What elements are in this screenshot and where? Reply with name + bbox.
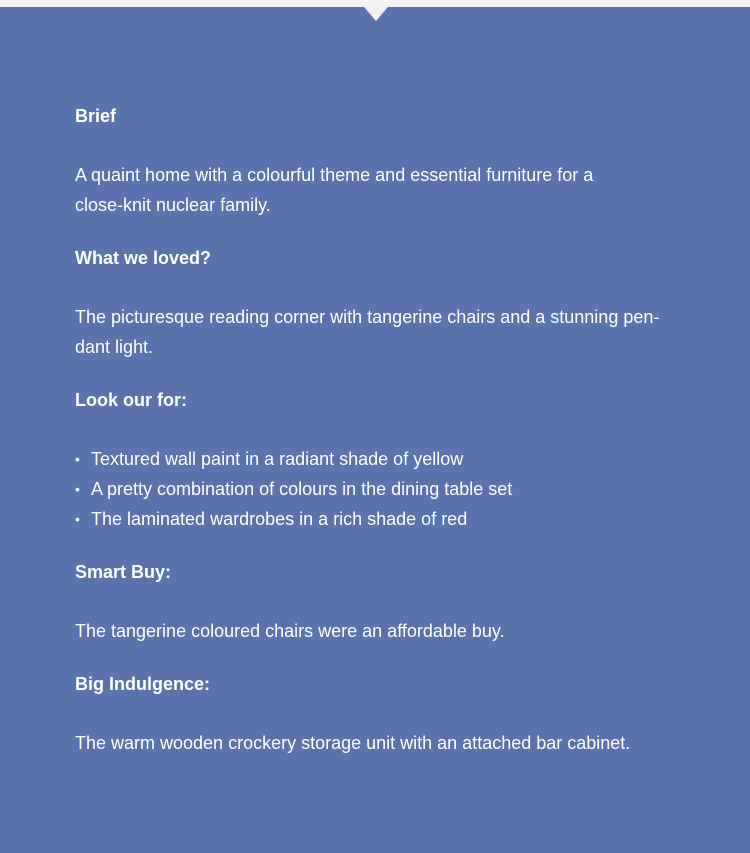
loved-text: [75, 302, 695, 362]
brief-heading: Brief: [75, 106, 117, 126]
indulgence-heading: Big Indulgence:: [75, 674, 210, 694]
pointer-notch: [364, 7, 388, 21]
brief-text-line-1: A quaint home with a colourful theme and essential furniture for a: [75, 165, 594, 185]
list-item-text: A pretty combination of colours in the dining table set: [91, 479, 513, 499]
smart-buy-heading: Smart Buy:: [75, 562, 172, 582]
top-strip: [0, 0, 750, 7]
list-item-text: The laminated wardrobes in a rich shade of red: [91, 509, 468, 529]
brief-text: [75, 160, 695, 220]
loved-text-line-1: The picturesque reading corner with tangerine chairs and a stunning pen-: [75, 307, 660, 327]
lookout-heading: Look our for:: [75, 390, 187, 410]
list-item-text: Textured wall paint in a radiant shade of yellow: [91, 449, 464, 469]
smart-buy-text: The tangerine coloured chairs were an affordable buy.: [75, 621, 505, 641]
list-item: [75, 474, 695, 504]
loved-text-line-2: dant light.: [75, 337, 154, 357]
brief-text-line-2: close-knit nuclear family.: [75, 195, 271, 215]
bullet-icon: •: [75, 451, 80, 467]
article-content: [75, 103, 695, 783]
list-item: [75, 504, 695, 534]
bullet-icon: •: [75, 481, 80, 497]
indulgence-text: The warm wooden crockery storage unit with an attached bar cabinet.: [75, 733, 631, 753]
bullet-icon: •: [75, 511, 80, 527]
lookout-list: [75, 444, 695, 534]
loved-heading: What we loved?: [75, 248, 212, 268]
list-item: [75, 444, 695, 474]
